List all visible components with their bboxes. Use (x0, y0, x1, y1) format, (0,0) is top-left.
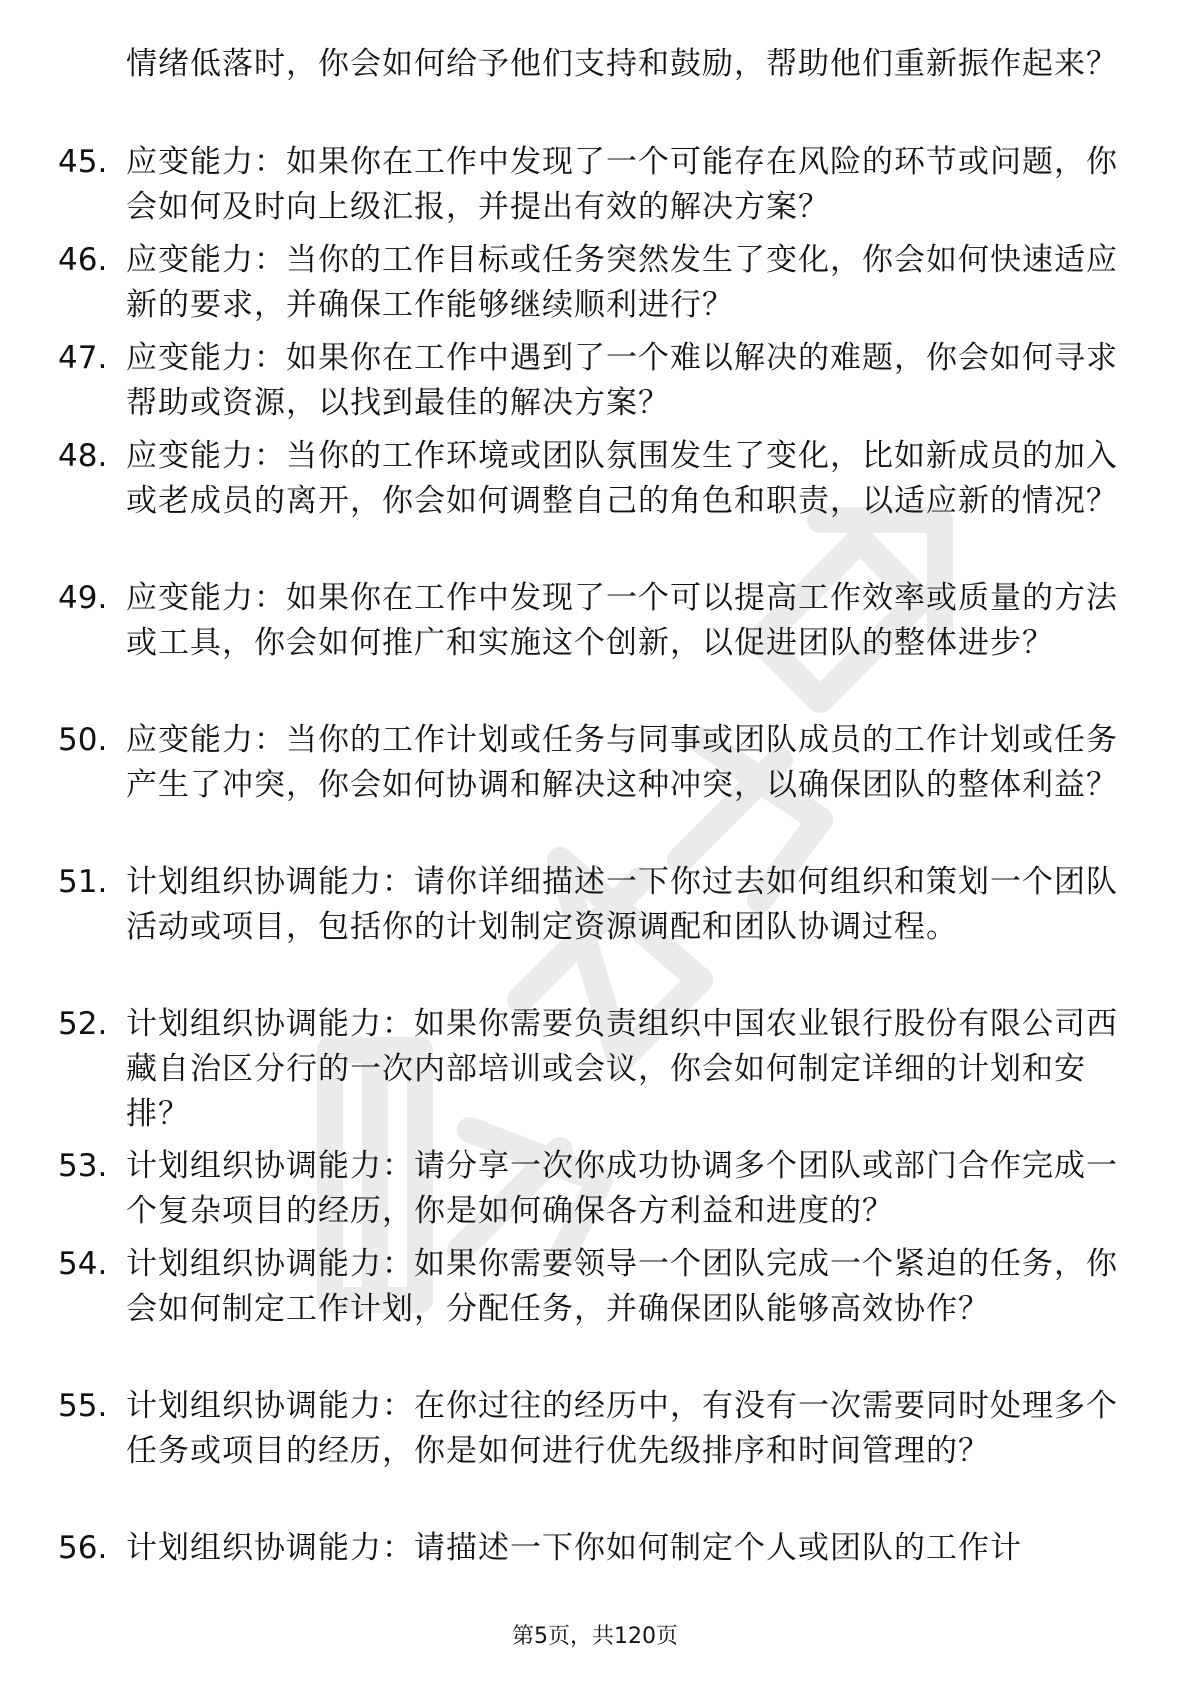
item-number: 47. (58, 340, 108, 376)
item-text: 情绪低落时，你会如何给予他们支持和鼓励，帮助他们重新振作起来？ (126, 46, 1118, 82)
item-number: 52. (58, 1006, 108, 1042)
item-text: 应变能力：如果你在工作中发现了一个可以提高工作效率或质量的方法或工具，你会如何推广和实施这个创新，以促进团队的整体进步？ (126, 580, 1118, 661)
item-number: 50. (58, 722, 108, 758)
item-text: 应变能力：如果你在工作中遇到了一个难以解决的难题，你会如何寻求帮助或资源，以找到最佳的解决方案？ (126, 340, 1118, 421)
item-number: 49. (58, 580, 108, 616)
item-text: 计划组织协调能力：请分享一次你成功协调多个团队或部门合作完成一个复杂项目的经历，你是如何确保各方利益和进度的？ (126, 1148, 1118, 1229)
item-number: 56. (58, 1530, 108, 1566)
item-number: 54. (58, 1246, 108, 1282)
item-number: 48. (58, 438, 108, 474)
item-text: 计划组织协调能力：在你过往的经历中，有没有一次需要同时处理多个任务或项目的经历，你是如何进行优先级排序和时间管理的？ (126, 1388, 1118, 1469)
item-text: 计划组织协调能力：请你详细描述一下你过去如何组织和策划一个团队活动或项目，包括你的计划制定资源调配和团队协调过程。 (126, 864, 1118, 945)
item-text: 应变能力：如果你在工作中发现了一个可能存在风险的环节或问题，你会如何及时向上级汇报，并提出有效的解决方案？ (126, 144, 1118, 225)
item-text: 计划组织协调能力：如果你需要领导一个团队完成一个紧迫的任务，你会如何制定工作计划，分配任务，并确保团队能够高效协作？ (126, 1246, 1118, 1327)
page-number-footer: 第5页，共120页 (512, 1624, 678, 1649)
item-number: 51. (58, 864, 108, 900)
item-text: 计划组织协调能力：如果你需要负责组织中国农业银行股份有限公司西藏自治区分行的一次内部培训或会议，你会如何制定详细的计划和安排？ (126, 1006, 1118, 1132)
item-text: 计划组织协调能力：请描述一下你如何制定个人或团队的工作计 (126, 1530, 1022, 1566)
item-number: 53. (58, 1148, 108, 1184)
item-text: 应变能力：当你的工作环境或团队氛围发生了变化，比如新成员的加入或老成员的离开，你会如何调整自己的角色和职责，以适应新的情况？ (126, 438, 1118, 519)
item-text: 应变能力：当你的工作计划或任务与同事或团队成员的工作计划或任务产生了冲突，你会如何协调和解决这种冲突，以确保团队的整体利益？ (126, 722, 1118, 803)
item-text: 应变能力：当你的工作目标或任务突然发生了变化，你会如何快速适应新的要求，并确保工作能够继续顺利进行？ (126, 242, 1118, 323)
item-number: 55. (58, 1388, 108, 1424)
item-number: 46. (58, 242, 108, 278)
item-number: 45. (58, 144, 108, 180)
